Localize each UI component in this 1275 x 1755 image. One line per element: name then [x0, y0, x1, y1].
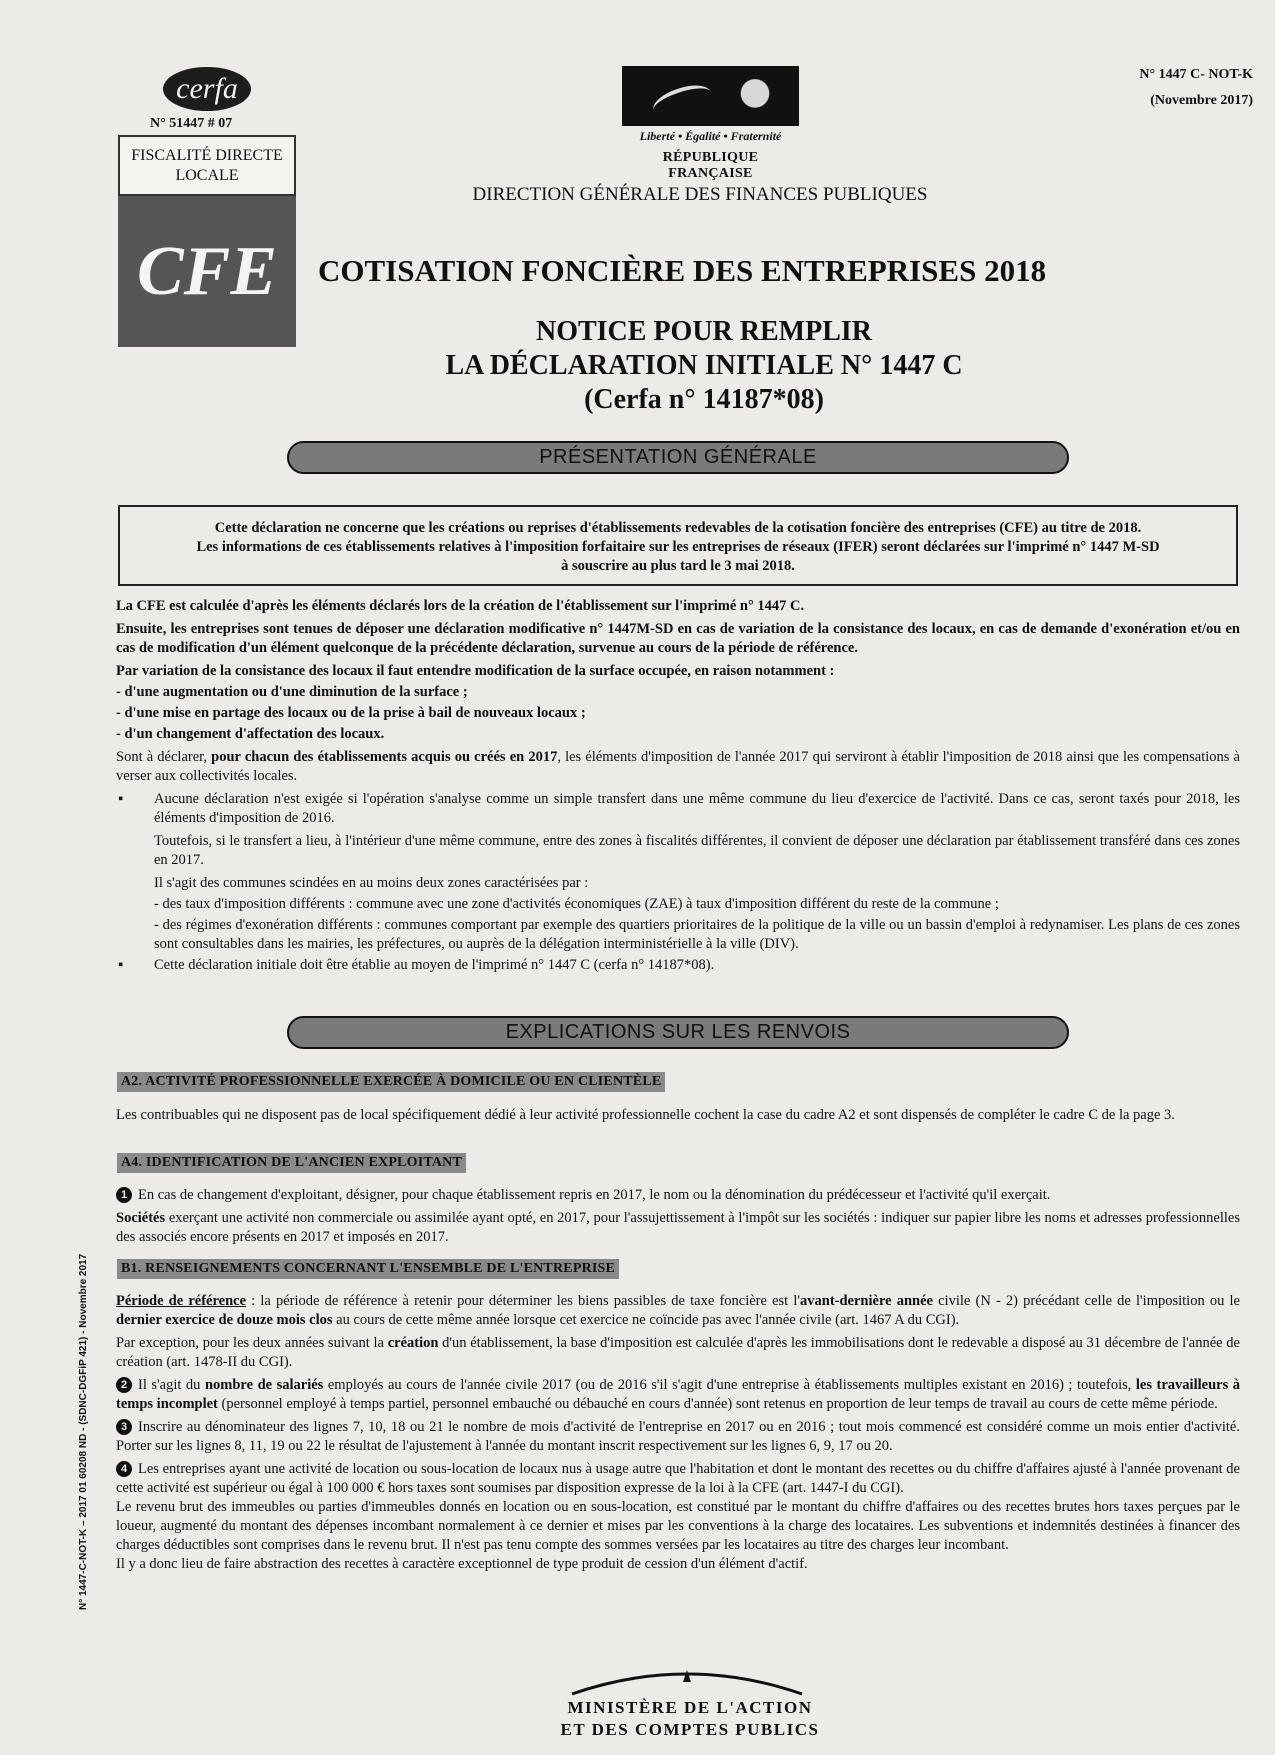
- p4-part: , les éléments d'imposition de l'année 2017 qui serviront à établir l'imposition de 2018 ainsi que les compensations à verser aux collectivités locales.: [116, 749, 1240, 784]
- cfe-label: CFE: [136, 232, 278, 310]
- bullet-text: Cette déclaration initiale doit être établie au moyen de l'imprimé n° 1447 C (cerfa n° 14187*08).: [154, 957, 715, 973]
- banner-presentation: PRÉSENTATION GÉNÉRALE: [287, 441, 1069, 474]
- p4-part: Sont à déclarer,: [116, 749, 212, 765]
- side-reference: N° 1447-C-NOT-K – 2017 01 60208 ND - (SDNC-DGFiP 421) - Novembre 2017: [78, 1253, 89, 1610]
- frame-line-1: Cette déclaration ne concerne que les créations ou reprises d'établissements redevables de la cotisation foncière des entreprises (CFE) au titre de 2018.: [214, 520, 1142, 536]
- presentation-p4: [116, 748, 1240, 786]
- cfe-block: [118, 196, 296, 347]
- fiscalite-label: FISCALITÉ DIRECTE LOCALE: [131, 146, 283, 184]
- bullet-icon: ▪: [118, 791, 124, 807]
- number-badge: 3: [116, 1419, 132, 1435]
- bullet-icon: ▪: [118, 957, 124, 973]
- banner-explications: EXPLICATIONS SUR LES RENVOIS: [287, 1016, 1069, 1049]
- b1-reference: [116, 1292, 1240, 1330]
- p4-bold: pour chacun des établissements acquis ou créés en 2017: [211, 749, 558, 765]
- b1-exception: [116, 1334, 1240, 1372]
- b1-note-4-end: Il y a donc lieu de faire abstraction des recettes à caractère exceptionnel de type produit de cession d'un élément d'actif.: [116, 1556, 808, 1572]
- b1-text: Inscrire au dénominateur des lignes 7, 10, 18 ou 21 le nombre de mois d'activité de l'entreprise en 2017 ou en 2016 ; tout mois commencé est considéré comme un mois entier d'activité. Porter sur les lignes 8, 11, 19 ou 22 le résultat de l'ajustement à l'année du montant inscrit respectivement sur les lignes 6, 9, 17 ou 20.: [116, 1419, 1240, 1454]
- presentation-p3: Par variation de la consistance des locaux il faut entendre modification de la surface occupée, en raison notamment :: [116, 663, 835, 679]
- a4-bold: Sociétés: [116, 1210, 166, 1226]
- ministry-line-2: ET DES COMPTES PUBLICS: [560, 1720, 820, 1739]
- republic-name: RÉPUBLIQUE FRANÇAISE: [662, 150, 759, 181]
- notice-title: [300, 315, 1108, 417]
- b1-note-4: [116, 1460, 1240, 1498]
- frame-line-2: Les informations de ces établissements relatives à l'imposition forfaitaire sur les entreprises de réseaux (IFER) seront déclarées sur l'imprimé n° 1447 M-SD: [196, 539, 1160, 555]
- section-b1-text: [116, 1292, 1240, 1578]
- bullet-text: Aucune déclaration n'est exigée si l'opération s'analyse comme un simple transfert dans une même commune du lieu d'exercice de l'activité. Dans ce cas, seront taxés pour 2018, les éléments d'imposition de 2016.: [154, 791, 1240, 826]
- presentation-p2: Ensuite, les entreprises sont tenues de déposer une déclaration modificative n° 1447M-SD en cas de variation de la consistance des locaux, en cas de demande d'exonération et/ou en cas de modification d'un élément quelconque de la précédente déclaration, survenue au cours de la période de référence.: [116, 621, 1240, 656]
- ministry-arc-icon: [567, 1660, 807, 1696]
- number-badge: 2: [116, 1377, 132, 1393]
- ministry-name: [440, 1697, 940, 1741]
- presentation-p1: La CFE est calculée d'après les éléments déclarés lors de la création de l'établissement sur l'imprimé n° 1447 C.: [116, 598, 805, 614]
- notice-line-2: LA DÉCLARATION INITIALE N° 1447 C: [445, 350, 963, 381]
- ministry-line-1: MINISTÈRE DE L'ACTION: [567, 1698, 813, 1717]
- notice-line-1: NOTICE POUR REMPLIR: [535, 316, 872, 347]
- b1-text: Les entreprises ayant une activité de location ou sous-location de locaux nus à usage autre que l'habitation et dont le montant des recettes ou du chiffre d'affaires ajusté à l'année provenant de cette activité est supérieur ou égal à 100 000 € hors taxes sont soumises par disposition expresse de la loi à la CFE (art. 1447-I du CGI).: [116, 1461, 1240, 1496]
- b1-text: employés au cours de l'année civile 2017 (ou de 2016 s'il s'agit d'une entreprise à établissements multiples existant en 2016) ; toutefois,: [323, 1377, 1136, 1393]
- direction-name: DIRECTION GÉNÉRALE DES FINANCES PUBLIQUES: [472, 184, 928, 205]
- section-a2-title: A2. ACTIVITÉ PROFESSIONNELLE EXERCÉE À DOMICILE OU EN CLIENTÈLE: [117, 1072, 665, 1092]
- b1-text: (personnel employé à temps partiel, personnel embauché ou débauché en cours d'année) sont retenus en proportion de leur temps de travail au cours de cette même période.: [217, 1396, 1218, 1412]
- republic-motto: Liberté • Égalité • Fraternité: [639, 129, 782, 143]
- b1-note-4-continued: Le revenu brut des immeubles ou parties d'immeubles donnés en location ou en sous-location, est constitué par le montant du chiffre d'affaires ou des recettes brutes hors taxes perçues par le loueur, augmenté du montant des dépenses incombant normalement à ce dernier et mises par les conventions à la charge des locataires. Les subventions et indemnités destinées à financer des charges déductibles sont comprises dans le revenu brut. Il n'est pas tenu compte des sommes versées par les locataires au titre des charges leur incombant.: [116, 1499, 1240, 1553]
- cerfa-number: N° 51447 # 07: [150, 116, 233, 131]
- fiscalite-box: [118, 135, 296, 196]
- bullet-item: [116, 790, 1240, 828]
- b1-text: : la période de référence à retenir pour déterminer les biens passibles de taxe foncière est l': [246, 1293, 801, 1309]
- b1-text: Il s'agit du: [138, 1377, 205, 1393]
- list-item: - d'une mise en partage des locaux ou de la prise à bail de nouveaux locaux ;: [116, 705, 586, 721]
- bullet-item: [116, 956, 1240, 975]
- a2-paragraph: Les contribuables qui ne disposent pas de local spécifiquement dédié à leur activité professionnelle cochent la case du cadre A2 et sont dispensés de compléter le cadre C de la page 3.: [116, 1107, 1175, 1123]
- cerfa-logo: cerfa: [163, 67, 251, 111]
- list-item: - d'une augmentation ou d'une diminution de la surface ;: [116, 684, 468, 700]
- frame-line-3: à souscrire au plus tard le 3 mai 2018.: [561, 558, 795, 574]
- b1-note-2: [116, 1376, 1240, 1414]
- ref-number: N° 1447 C- NOT-K: [1139, 67, 1253, 82]
- number-badge: 4: [116, 1461, 132, 1477]
- bullet-continuation: Il s'agit des communes scindées en au moins deux zones caractérisées par :: [154, 875, 589, 891]
- ref-date: (Novembre 2017): [1150, 93, 1253, 108]
- section-a4-text: [116, 1186, 1240, 1251]
- list-item: - d'un changement d'affectation des locaux.: [116, 726, 385, 742]
- b1-bold: les travailleurs à temps incomplet: [116, 1377, 1241, 1412]
- b1-bold: nombre de salariés: [204, 1377, 324, 1393]
- b1-text: civile (N - 2) précédant celle de l'imposition ou le: [932, 1293, 1240, 1309]
- b1-note-3: [116, 1418, 1240, 1456]
- bullet-continuation: - des taux d'imposition différents : commune avec une zone d'activités économiques (ZAE) à taux d'imposition différent du reste de la commune ;: [154, 896, 999, 912]
- bullet-continuation: Toutefois, si le transfert a lieu, à l'intérieur d'une même commune, entre des zones à fiscalités différentes, il convient de déposer une déclaration par établissement transféré dans ces zones en 2017.: [154, 833, 1240, 868]
- info-frame: [118, 505, 1238, 586]
- b1-bold: avant-dernière année: [800, 1293, 933, 1309]
- presentation-text: [116, 597, 1240, 979]
- document-reference: [1139, 62, 1253, 114]
- b1-bold: dernier exercice de douze mois clos: [116, 1312, 333, 1328]
- a4-text-1: En cas de changement d'exploitant, désigner, pour chaque établissement repris en 2017, le nom ou la dénomination du prédécesseur et l'activité qu'il exerçait.: [138, 1187, 1051, 1203]
- b1-text: d'un établissement, la base d'imposition est calculée d'après les immobilisations dont le redevable a disposé au 31 décembre de l'année de création (art. 1478-II du CGI).: [116, 1335, 1240, 1370]
- notice-line-3: (Cerfa n° 14187*08): [584, 384, 824, 415]
- section-a4-title: A4. IDENTIFICATION DE L'ANCIEN EXPLOITANT: [117, 1153, 466, 1173]
- page-title: COTISATION FONCIÈRE DES ENTREPRISES 2018: [318, 253, 1047, 288]
- a4-paragraph-1: [116, 1186, 1240, 1205]
- a4-text-2: exerçant une activité non commerciale ou assimilée ayant opté, en 2017, pour l'assujettissement à l'impôt sur les sociétés : indiquer sur papier libre les noms et adresses professionnelles des associés encore présents en 2017 et imposés en 2017.: [116, 1210, 1240, 1245]
- b1-text: Par exception, pour les deux années suivant la: [116, 1335, 388, 1351]
- reference-label: Période de référence: [116, 1293, 246, 1309]
- b1-bold: création: [387, 1335, 439, 1351]
- number-badge: 1: [116, 1187, 132, 1203]
- section-b1-title: B1. RENSEIGNEMENTS CONCERNANT L'ENSEMBLE DE L'ENTREPRISE: [117, 1259, 619, 1279]
- a4-paragraph-2: [116, 1209, 1240, 1247]
- b1-text: au cours de cette même année lorsque cet exercice ne coïncide pas avec l'année civile (art. 1467 A du CGI).: [332, 1312, 960, 1328]
- section-a2-text: [116, 1106, 1240, 1129]
- marianne-logo: [622, 66, 799, 126]
- bullet-continuation: - des régimes d'exonération différents : communes comportant par exemple des quartiers prioritaires de la politique de la ville ou un bassin d'emploi à redynamiser. Les plans de ces zones sont consultables dans les mairies, les préfectures, ou auprès de la délégation interministérielle à la ville (DIV).: [154, 917, 1240, 952]
